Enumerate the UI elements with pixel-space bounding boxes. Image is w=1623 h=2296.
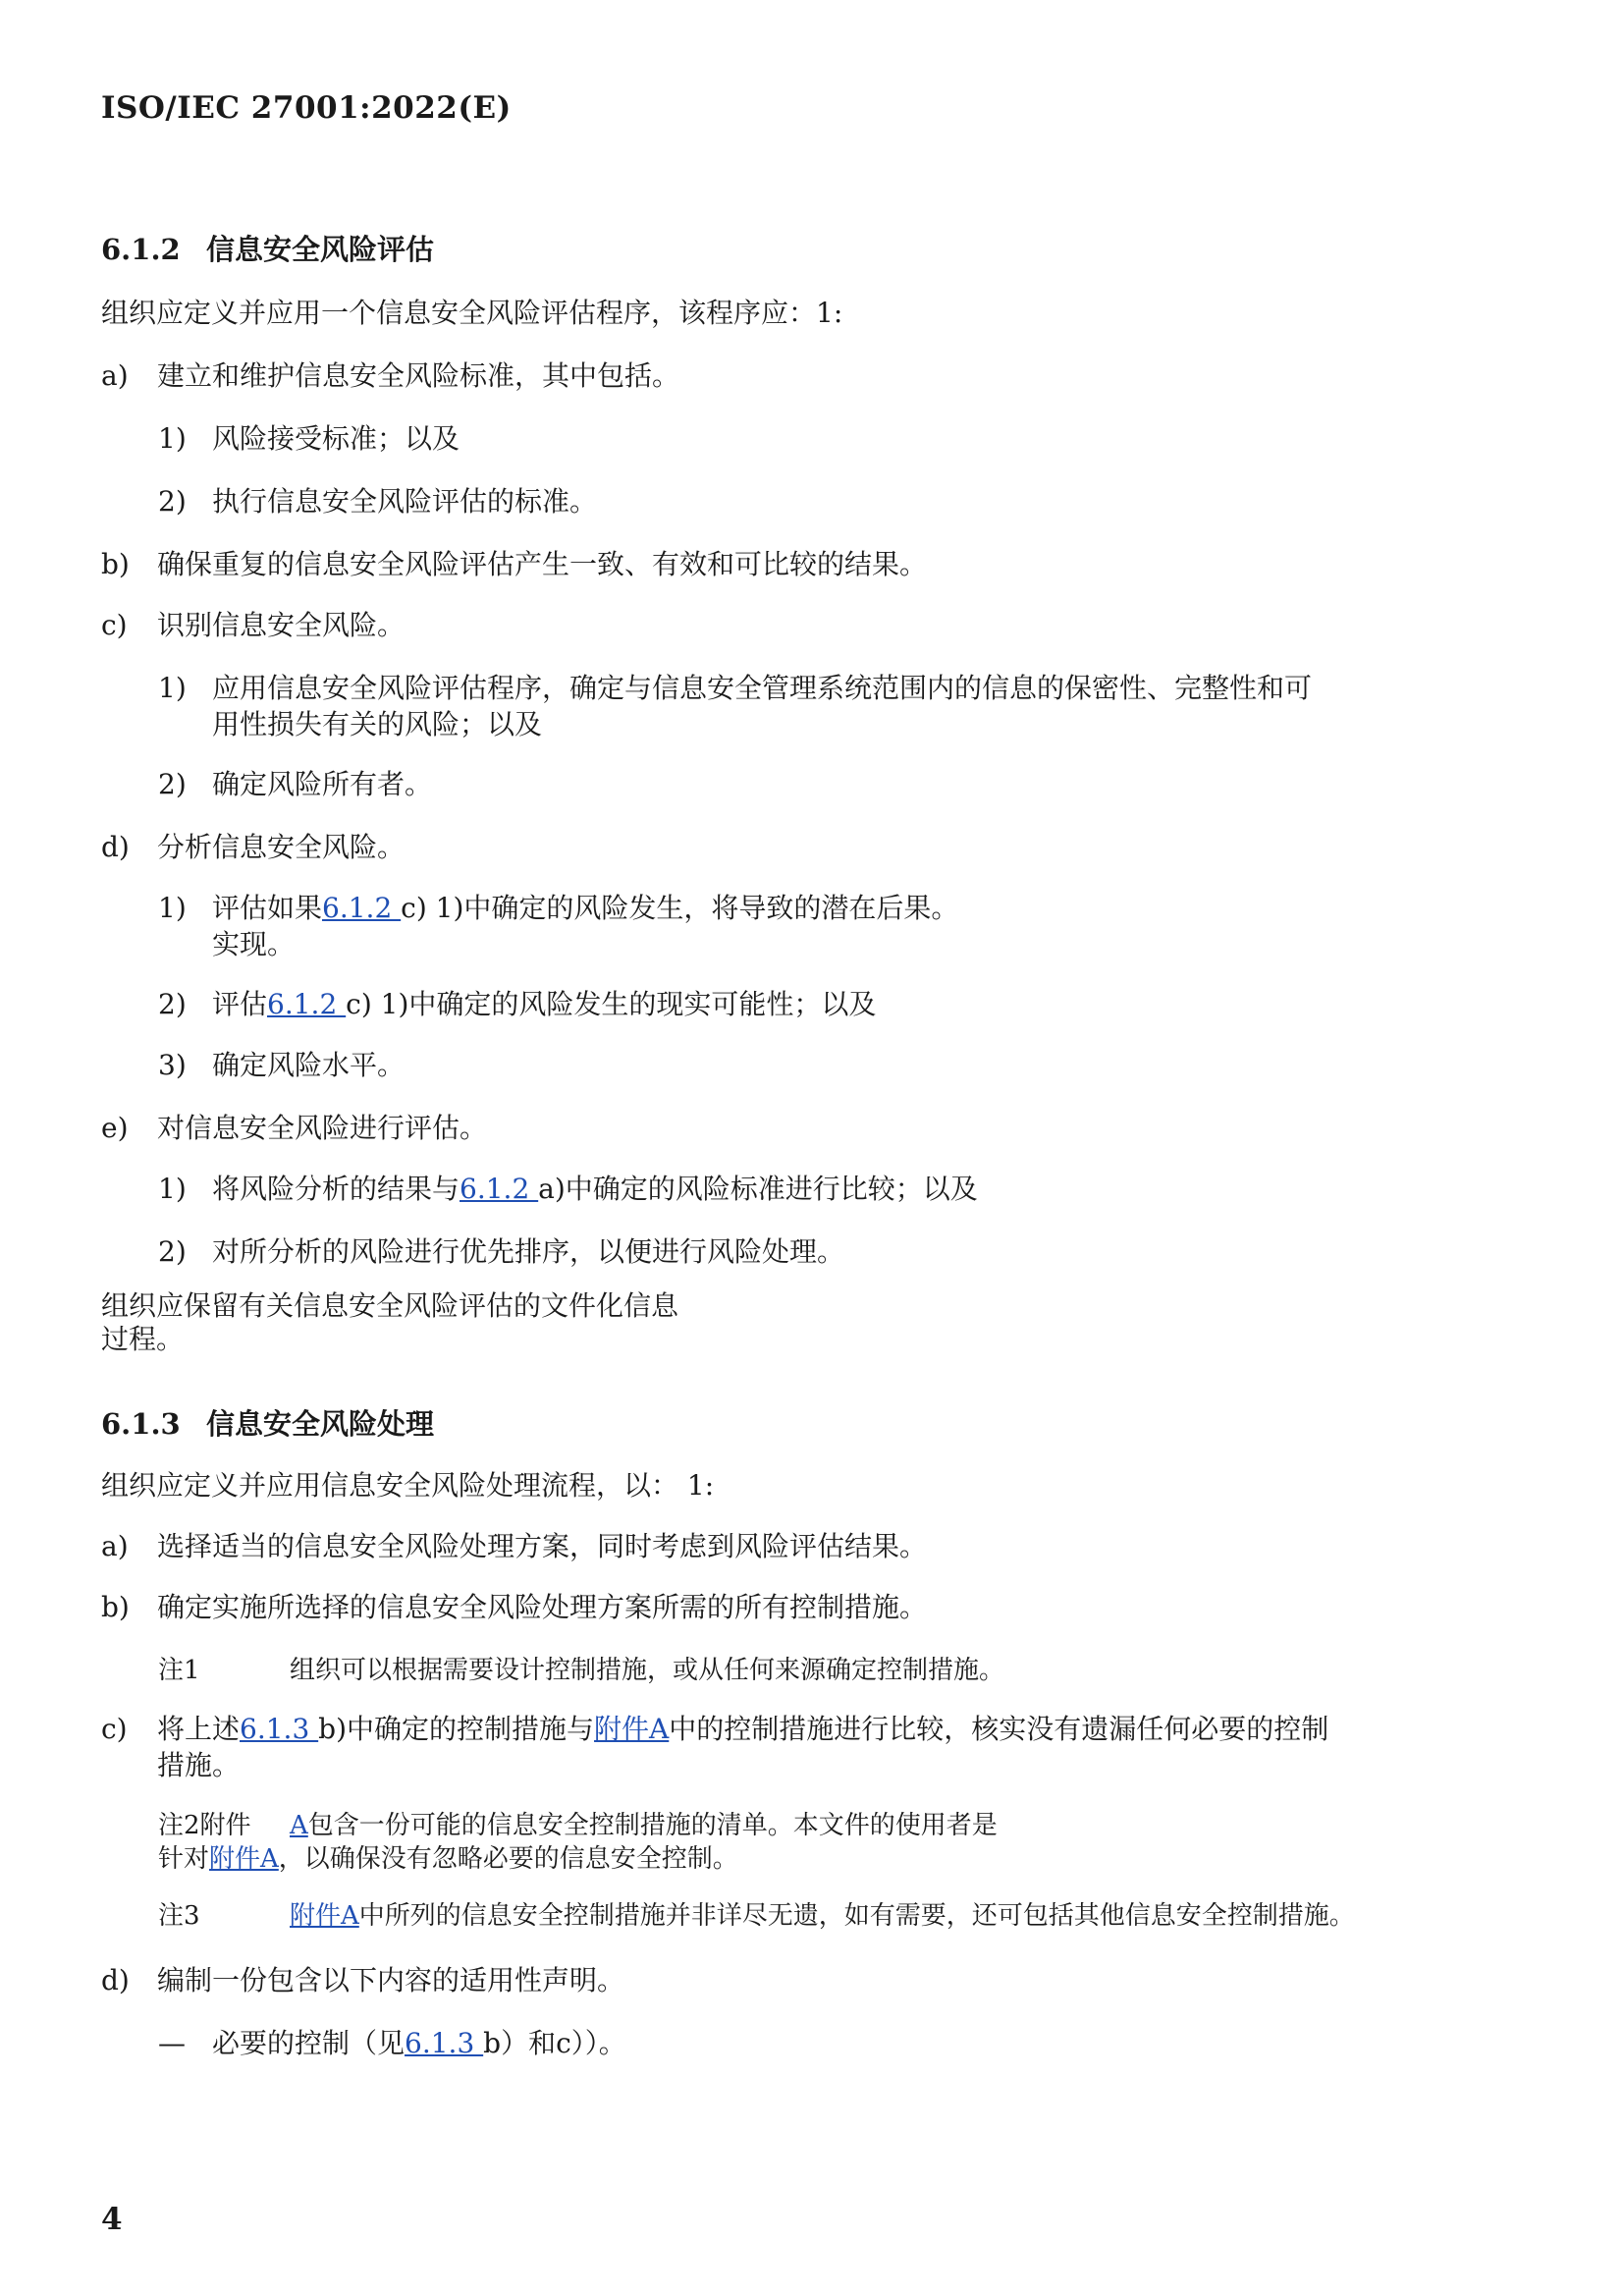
sub-text [212,670,1312,742]
text-fragment: 针对 [158,1844,210,1874]
clause-link-6-1-3[interactable]: 6.1.3 [405,2027,484,2059]
text-fragment: 将风险分析的结果与 [212,1173,460,1205]
text-fragment: 评估 [212,988,268,1020]
sub-text: 风险接受标准；以及 [212,422,460,455]
section-title: 信息安全风险处理 [206,1407,435,1441]
section-6-1-2-intro: 组织应定义并应用一个信息安全风险评估程序，该程序应：1: [101,297,843,329]
sub-label: 1) [158,672,187,704]
text-fragment: b）和c））。 [483,2027,626,2059]
text-fragment: b)中确定的控制措施与 [318,1713,595,1745]
list-text [157,1711,1328,1783]
section-6-1-3-title [101,1402,434,1443]
list-label: e) [101,1112,129,1144]
list-text: 编制一份包含以下内容的适用性声明。 [157,1964,625,1996]
sub-text: 确定风险所有者。 [212,768,433,800]
sub-label: 2) [158,768,187,800]
section-number: 6.1.2 [101,233,181,266]
note-label: 注3 [158,1901,200,1931]
text-fragment: 评估如果 [212,892,323,924]
sub-label: 1) [158,1173,187,1205]
sub-text [212,986,876,1022]
sub-label: 2) [158,485,187,518]
list-label: d) [101,831,130,863]
annex-a-link[interactable]: 附件A [594,1713,670,1745]
list-label: a) [101,359,129,392]
document-header: ISO/IEC 27001:2022(E) [101,90,512,126]
sub-text [212,890,958,962]
sub-label: 1) [158,422,187,455]
note-text: 组织可以根据需要设计控制措施，或从任何来源确定控制措施。 [290,1656,1005,1685]
annex-a-link[interactable]: 附件A [290,1901,359,1931]
sub-text: 确定风险水平。 [212,1049,406,1081]
list-label: b) [101,548,130,580]
text-fragment: c) 1)中确定的风险发生的现实可能性；以及 [346,988,877,1020]
note-text-line1 [290,1809,998,1842]
section-6-1-2-title [101,228,434,268]
list-label: c) [101,1713,128,1745]
list-label: c) [101,609,128,641]
text-fragment: ，以确保没有忽略必要的信息安全控制。 [278,1844,738,1874]
list-text: 选择适当的信息安全风险处理方案，同时考虑到风险评估结果。 [157,1530,928,1562]
dash-label: — [158,2027,186,2059]
text-fragment: a)中确定的风险标准进行比较；以及 [538,1173,978,1205]
dash-text [212,2025,626,2061]
text-fragment: 中所列的信息安全控制措施并非详尽无遗，如有需要，还可包括其他信息安全控制措施。 [358,1901,1355,1931]
list-text: 识别信息安全风险。 [157,609,406,641]
sub-text: 对所分析的风险进行优先排序，以便进行风险处理。 [212,1235,845,1268]
annex-a-link[interactable]: A [290,1811,308,1840]
section-title: 信息安全风险评估 [206,233,435,266]
section-6-1-2-closing [101,1289,678,1356]
clause-link-6-1-3[interactable]: 6.1.3 [240,1713,319,1745]
list-label: d) [101,1964,130,1996]
sub-text-line2: 用性损失有关的风险；以及 [212,708,543,740]
list-label: a) [101,1530,129,1562]
closing-line2: 过程。 [101,1323,185,1355]
text-fragment: 必要的控制（见 [212,2027,406,2059]
text-fragment: 将上述 [157,1713,241,1745]
sub-text: 执行信息安全风险评估的标准。 [212,485,598,518]
text-fragment: c) 1)中确定的风险发生，将导致的潜在后果。 [401,892,959,924]
list-text: 确定实施所选择的信息安全风险处理方案所需的所有控制措施。 [157,1591,928,1623]
sub-text-line2: 实现。 [212,928,296,960]
sub-label: 2) [158,988,187,1020]
list-text-line2: 措施。 [157,1749,241,1781]
sub-text-line1: 应用信息安全风险评估程序，确定与信息安全管理系统范围内的信息的保密性、完整性和可 [212,672,1313,704]
clause-link-6-1-2[interactable]: 6.1.2 [267,988,347,1020]
note-label: 注2附件 [158,1811,251,1840]
list-text: 对信息安全风险进行评估。 [157,1112,488,1144]
page-number: 4 [101,2202,123,2237]
note-text [290,1899,1355,1933]
sub-text [212,1171,978,1207]
clause-link-6-1-2[interactable]: 6.1.2 [460,1173,539,1205]
sub-label: 2) [158,1235,187,1268]
closing-line1: 组织应保留有关信息安全风险评估的文件化信息 [101,1289,679,1322]
clause-link-6-1-2[interactable]: 6.1.2 [322,892,402,924]
text-fragment: 中的控制措施进行比较，核实没有遗漏任何必要的控制 [669,1713,1329,1745]
section-6-1-3-intro: 组织应定义并应用信息安全风险处理流程，以： 1: [101,1469,715,1502]
sub-label: 1) [158,892,187,924]
sub-label: 3) [158,1049,187,1081]
annex-a-link[interactable]: 附件A [209,1844,279,1874]
section-number: 6.1.3 [101,1407,181,1441]
text-fragment: 包含一份可能的信息安全控制措施的清单。本文件的使用者是 [307,1811,998,1840]
list-label: b) [101,1591,130,1623]
list-text: 分析信息安全风险。 [157,831,406,863]
list-text: 确保重复的信息安全风险评估产生一致、有效和可比较的结果。 [157,548,928,580]
list-text: 建立和维护信息安全风险标准，其中包括。 [157,359,680,392]
note-label: 注1 [158,1656,200,1685]
note-text-line2 [158,1842,738,1876]
